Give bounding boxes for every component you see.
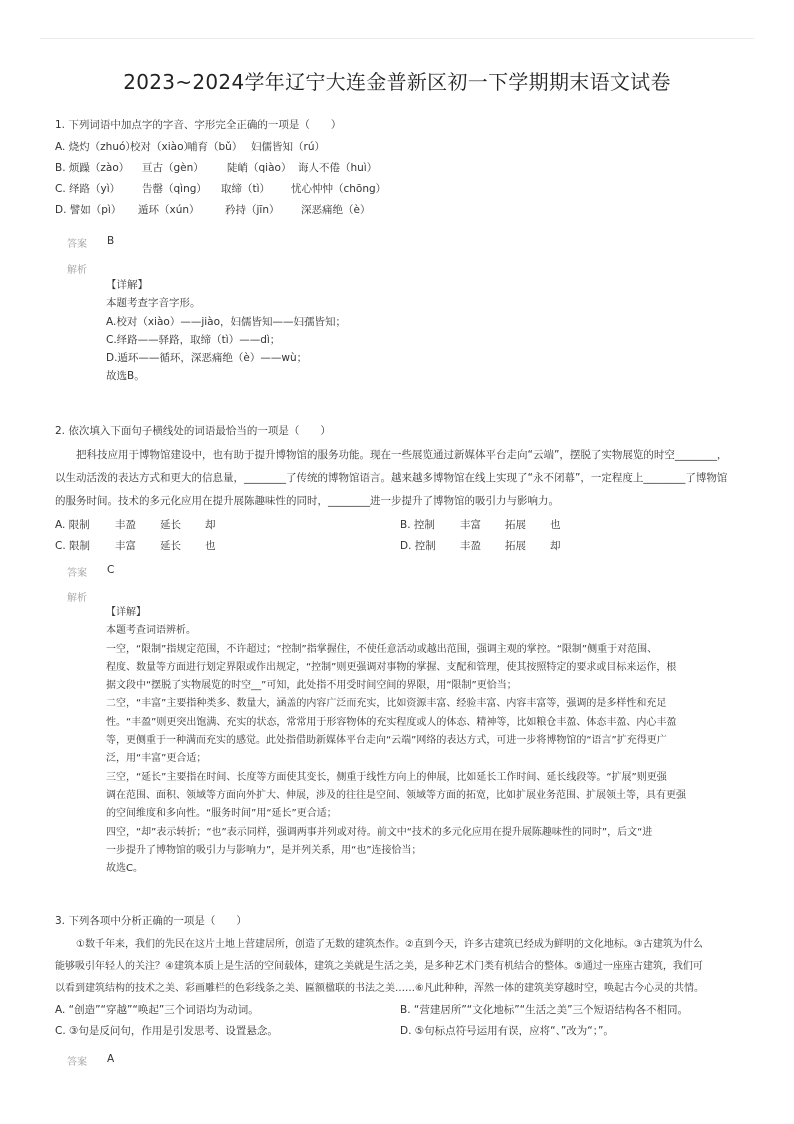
option-d: D. 譬如（pì） 遁环（xún） 矜持（jīn） 深恶痛绝（è） [55,204,371,216]
answer-value: A [107,1053,115,1065]
answer-value: B [107,235,115,247]
question-stem: 3. 下列各项中分析正确的一项是（ ） [55,915,247,927]
question-2 [55,422,745,557]
option-a: A. 烧灼（zhuó）校对（xiào）哺育（bǔ） 妇儒皆知（rú） [55,141,325,153]
analysis-text: 【详解】 本题考查词语辨析。 一空，“限制”指规定范围，不许超过；“控制”指掌握住，不使任意活动或越出范围，强调主观的掌控。“限制”侧重于对范围、 程度、数量等方面进行划定界限或作出规定，“控制”则更强调对事物的掌握、支配和管理，使其按照特定的要求或目标来运作，根 据文段中“摆脱了实物展览的时空__”可知，此处指不用受时间空间的界限，用“限制”更恰当； 二空，“丰富”主要指种类多、数量大，涵盖的内容广泛而充实，比如资源丰富、经验丰富、内容丰富等，强调的是多样性和充足 性。“丰盈”则更突出饱满、充实的状态，常常用于形容物体的充实程度或人的体态、精神等，比如粮仓丰盈、体态丰盈、内心丰盈 等，更侧重于一种满而充实的感觉。此处指借助新媒体平台走向“云端”网络的表达方式，可进一步将博物馆的“语言”扩充得更广 泛，用“丰富”更合适； 三空，“延长”主要指在时间、长度等方面使其变长，侧重于线性方向上的伸展，比如延长工作时间、延长线段等。“扩展”则更强 调在范围、面积、领域等方面向外扩大、伸展，涉及的往往是空间、领域等方面的拓宽，比如扩展业务范围、扩展领土等，具有更强 的空间维度和多向性。“服务时间”用“延长”更合适； 四空，“却”表示转折；“也”表示同样，强调两事并列或对待。前文中“技术的多元化应用在提升展陈趣味性的同时”，后文“进 一步提升了博物馆的吸引力与影响力”，是并列关系，用“也”连接恰当； 故选C。 [106,607,686,875]
question-3 [55,912,745,1042]
question-passage: ①数千年来，我们的先民在这片土地上营建居所，创造了无数的建筑杰作。②直到今天，许多古建筑已经成为鲜明的文化地标。③古建筑为什么 能够吸引年轻人的关注？④建筑本质上是生活的空间载体，建筑之美就是生活之美，是多种艺术门类有机结合的整体。⑤通过一座座古建筑，我们可 以看到建筑结构的技术之美、彩画雕栏的色彩线条之美、匾额楹联的书法之美……⑥凡此种种，浑然一体的建筑美穿越时空，唤起古今心灵的共情。 [55,939,704,994]
header-divider [40,38,754,39]
option-b: B. “营建居所”“文化地标”“生活之美”三个短语结构各不相同。 [400,1004,689,1016]
option-a: A. “创造”“穿越”“唤起”三个词语均为动词。 [55,1004,259,1016]
question-1 [55,116,745,221]
answer-label: 答案 [67,1057,87,1068]
option-b: B. 控制 丰富 拓展 也 [400,519,561,531]
option-c: C. 绎路（yì） 告罄（qìng） 取缔（tì） 忧心忡忡（chōng） [55,183,387,195]
question-stem: 2. 依次填入下面句子横线处的词语最恰当的一项是（ ） [55,425,331,437]
answer-label: 答案 [67,239,87,250]
option-a: A. 限制 丰盈 延长 却 [55,519,216,531]
answer-value: C [107,564,115,576]
analysis-text: 【详解】 本题考查字音字形。 A.校对（xiào）——jiào，妇儒皆知——妇孺皆知； C.绎路——驿路，取缔（tì）——dì； D.遁环——循环，深恶痛绝（è）——wù； 故选B。 [106,279,347,383]
option-b: B. 烦躁（zào） 亘古（gèn） 陡峭（qiào） 诲人不倦（huì） [55,162,378,174]
page-title: 2023~2024学年辽宁大连金普新区初一下学期期末语文试卷 [123,70,671,94]
option-c: C. 限制 丰富 延长 也 [55,540,216,552]
analysis-label: 解析 [67,265,87,276]
option-c: C. ③句是反问句，作用是引发思考、设置悬念。 [55,1025,278,1037]
option-d: D. ⑤句标点符号运用有误，应将“、”改为“；”。 [400,1025,614,1037]
question-passage: 把科技应用于博物馆建设中，也有助于提升博物馆的服务功能。现在一些展览通过新媒体平台走向“云端”，摆脱了实物展览的时空________， 以生动活泼的表达方式和更大的信息量，________了传统的博物馆语言。越来越多博物馆在线上实现了“永不闭幕”，一定程度上________了博物馆 的服务时间。技术的多元化应用在提升展陈趣味性的同时，________进一步提升了博物馆的吸引力与影响力。 [55,449,728,507]
answer-label: 答案 [67,568,87,579]
option-d: D. 控制 丰盈 拓展 却 [400,540,561,552]
question-stem: 1. 下列词语中加点字的字音、字形完全正确的一项是（ ） [55,119,342,131]
analysis-label: 解析 [67,593,87,604]
